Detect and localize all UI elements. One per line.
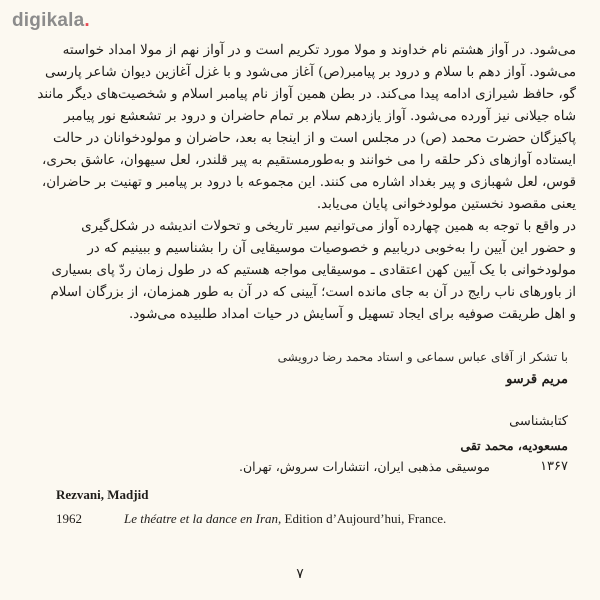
bibliography-entry-year: ۱۳۶۷ xyxy=(540,459,568,474)
bibliography-entry-author: مسعودیه، محمد تقی xyxy=(460,438,568,453)
acknowledgement: با تشکر از آقای عباس سماعی و استاد محمد رضا درویشی xyxy=(277,350,568,364)
body-line: و حضور این آیین را به‌خوبی دریابیم و خصوصیات موسیقایی آن را بشناسیم و ببینیم که در xyxy=(87,241,576,256)
body-line: می‌شود. در آواز هشتم نام خداوند و مولا مورد تکریم است و در آواز نهم از مولا امداد خواسته xyxy=(62,43,576,58)
bibliography-entry-publisher: , Edition d’Aujourd’hui, France. xyxy=(278,511,447,526)
digikala-logo xyxy=(12,10,90,32)
bibliography-title: کتابشناسی xyxy=(509,414,568,429)
body-line: مولودخوانی با یک آیین کهن اعتقادی ـ موسیقایی مواجه هستیم که در طول زمان ردّ پای بسیاری xyxy=(51,263,576,278)
body-line: ایستاده آوازهای ذکر حلقه را می خوانند و به‌طورمستقیم به پیر قلندر، لعل سیهوان، عاشق بحری، xyxy=(42,153,576,168)
body-line: گو، حافظ شیرازی ادامه پیدا می‌کند. در بطن همین آواز نام پیامبر اسلام و شخصیت‌های دیگر مانند xyxy=(37,87,576,102)
logo-dot: . xyxy=(84,10,90,31)
author-name: مریم قرسو xyxy=(506,372,568,387)
body-line: و اهل طریقت صوفیه برای ایجاد تسهیل و آسایش در حیات امداد طلبیده می‌شود. xyxy=(128,307,576,322)
body-line: پاکیزگان حضرت محمد (ص) در مجلس است و از اینجا به بعد، حاضران و مولودخوانان در حالت xyxy=(52,131,576,146)
body-line: یعنی مقصود نخستین مولودخوانی پایان می‌یابد. xyxy=(316,197,576,212)
body-line: قوس، لعل شهبازی و پیر بغداد اشاره می کنند. این مجموعه با درود بر پیامبر و تهنیت بر حاضران، xyxy=(41,175,576,190)
bibliography-entry-description-latin xyxy=(124,511,446,527)
body-text xyxy=(24,40,576,326)
body-line: از باورهای ناب رایج در آن به جای مانده است؛ آیینی که در آن به طور همزمان، از بزرگان اسلام xyxy=(50,285,576,300)
bibliography-entry-author-latin: Rezvani, Madjid xyxy=(56,487,149,502)
body-line: می‌شود. آواز دهم با سلام و درود بر پیامبر(ص) آغاز می‌شود و با غزل آغازین دیوان شاعر پارسی xyxy=(45,65,576,80)
bibliography-entry-description: موسیقی مذهبی ایران، انتشارات سروش، تهران. xyxy=(238,459,490,474)
body-line: شاه جیلانی نیز آورده می‌شود. آواز یازدهم سلام بر تمام حاضران و درود بر تشعشع نور پیامبر xyxy=(63,109,576,124)
body-line: در واقع با توجه به همین چهارده آواز می‌توانیم سیر تاریخی و تحولات اندیشه در شکل‌گیری xyxy=(81,219,576,234)
page-number: ۷ xyxy=(296,566,304,582)
bibliography-entry-year-latin: 1962 xyxy=(56,511,82,526)
bibliography-entry-title: Le théatre et la dance en Iran xyxy=(124,511,279,526)
logo-text: digikala xyxy=(12,10,85,31)
